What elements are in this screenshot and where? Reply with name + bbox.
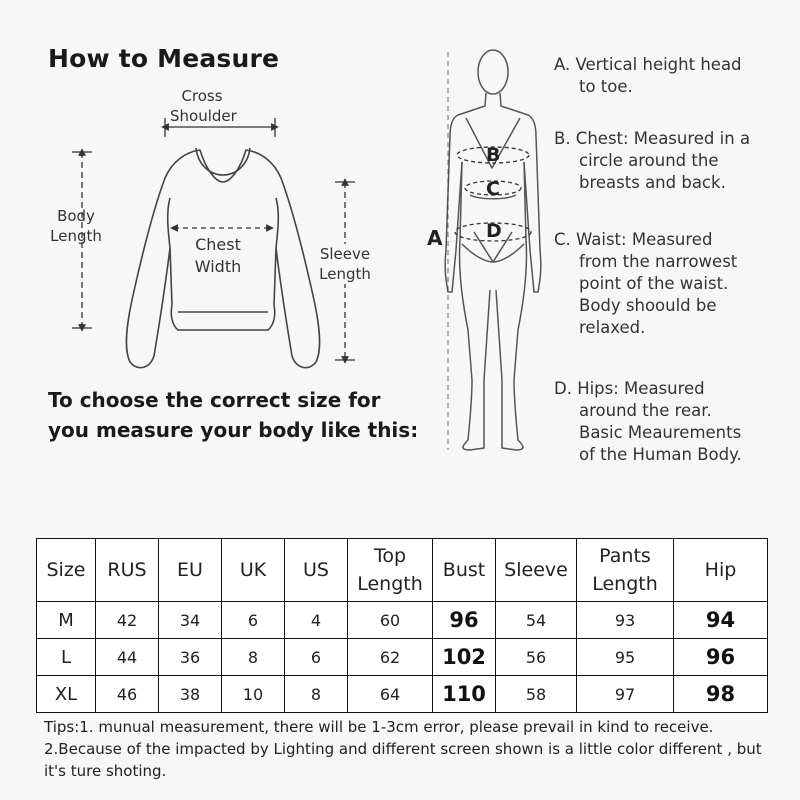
body-length-label: [50, 206, 102, 246]
cell-us: 4: [285, 602, 348, 639]
cell-hip: 96: [674, 639, 768, 676]
col-hip: Hip: [674, 539, 768, 602]
col-uk: UK: [222, 539, 285, 602]
cell-us: 8: [285, 676, 348, 713]
sleeve-length-label: [313, 244, 377, 284]
body-length-label-line2: Length: [50, 227, 102, 245]
cell-pants-length: 97: [577, 676, 674, 713]
choose-line-2: you measure your body like this:: [48, 418, 419, 442]
cell-bust: 110: [433, 676, 496, 713]
note-d: [554, 378, 794, 466]
cell-sleeve: 56: [496, 639, 577, 676]
cross-shoulder-label-line1: Cross: [181, 87, 223, 105]
cell-top-length: 64: [348, 676, 433, 713]
cell-uk: 8: [222, 639, 285, 676]
cell-rus: 46: [96, 676, 159, 713]
cell-top-length: 62: [348, 639, 433, 676]
sleeve-length-label-line2: Length: [319, 265, 371, 283]
sleeve-length-label-line1: Sleeve: [319, 245, 371, 263]
note-a-text: to toe.: [579, 77, 633, 96]
cell-pants-length: 93: [577, 602, 674, 639]
col-eu: EU: [159, 539, 222, 602]
table-row: [37, 676, 768, 713]
cell-us: 6: [285, 639, 348, 676]
cell-hip: 98: [674, 676, 768, 713]
note-b-head: B. Chest: Measured in a: [554, 129, 751, 148]
chest-width-label-line2: Width: [194, 257, 242, 276]
col-pants-length: Pants Length: [577, 539, 674, 602]
cell-sleeve: 58: [496, 676, 577, 713]
col-sleeve: Sleeve: [496, 539, 577, 602]
choose-line-1: To choose the correct size for: [48, 388, 381, 412]
marker-c: C: [486, 178, 500, 200]
marker-a: A: [427, 226, 443, 250]
body-outline: [445, 50, 541, 450]
cell-sleeve: 54: [496, 602, 577, 639]
tip-2: 2.Because of the impacted by Lighting and different screen shown is a little color different , but it's ture shoting.: [44, 740, 762, 780]
table-header-row: [37, 539, 768, 602]
marker-b: B: [486, 144, 501, 166]
col-top-length: Top Length: [348, 539, 433, 602]
note-b: [554, 128, 794, 194]
cell-rus: 42: [96, 602, 159, 639]
cell-top-length: 60: [348, 602, 433, 639]
table-row: [37, 602, 768, 639]
cross-shoulder-label-line2: Shoulder: [170, 107, 237, 125]
note-d-head: D. Hips: Measured: [554, 379, 705, 398]
cell-size: L: [37, 639, 96, 676]
cell-eu: 36: [159, 639, 222, 676]
note-a: [554, 54, 794, 98]
choose-size-instruction: [48, 385, 448, 445]
note-b-text: circle around the breasts and back.: [579, 151, 726, 192]
table-row: [37, 639, 768, 676]
cell-bust: 102: [433, 639, 496, 676]
chest-width-label: [186, 234, 250, 278]
col-us: US: [285, 539, 348, 602]
note-c: [554, 229, 794, 339]
col-size: Size: [37, 539, 96, 602]
cell-eu: 38: [159, 676, 222, 713]
chest-width-label-line1: Chest: [195, 235, 241, 254]
cell-size: XL: [37, 676, 96, 713]
page-title: How to Measure: [48, 44, 280, 73]
cell-bust: 96: [433, 602, 496, 639]
note-c-text: from the narrowest point of the waist. Body shoould be relaxed.: [579, 252, 738, 337]
cell-uk: 10: [222, 676, 285, 713]
cell-uk: 6: [222, 602, 285, 639]
cross-shoulder-label: [170, 86, 237, 126]
cell-pants-length: 95: [577, 639, 674, 676]
note-a-head: A. Vertical height head: [554, 55, 742, 74]
cell-size: M: [37, 602, 96, 639]
note-c-head: C. Waist: Measured: [554, 230, 713, 249]
tip-1: Tips:1. munual measurement, there will be 1-3cm error, please prevail in kind to receive.: [44, 718, 714, 736]
col-bust: Bust: [433, 539, 496, 602]
size-chart-table: [36, 538, 768, 713]
cell-rus: 44: [96, 639, 159, 676]
col-rus: RUS: [96, 539, 159, 602]
cell-eu: 34: [159, 602, 222, 639]
body-length-label-line1: Body: [57, 207, 95, 225]
note-d-text: around the rear. Basic Meaurements of the Human Body.: [579, 401, 742, 464]
tips-section: [44, 716, 784, 782]
marker-d: D: [486, 220, 502, 242]
cell-hip: 94: [674, 602, 768, 639]
